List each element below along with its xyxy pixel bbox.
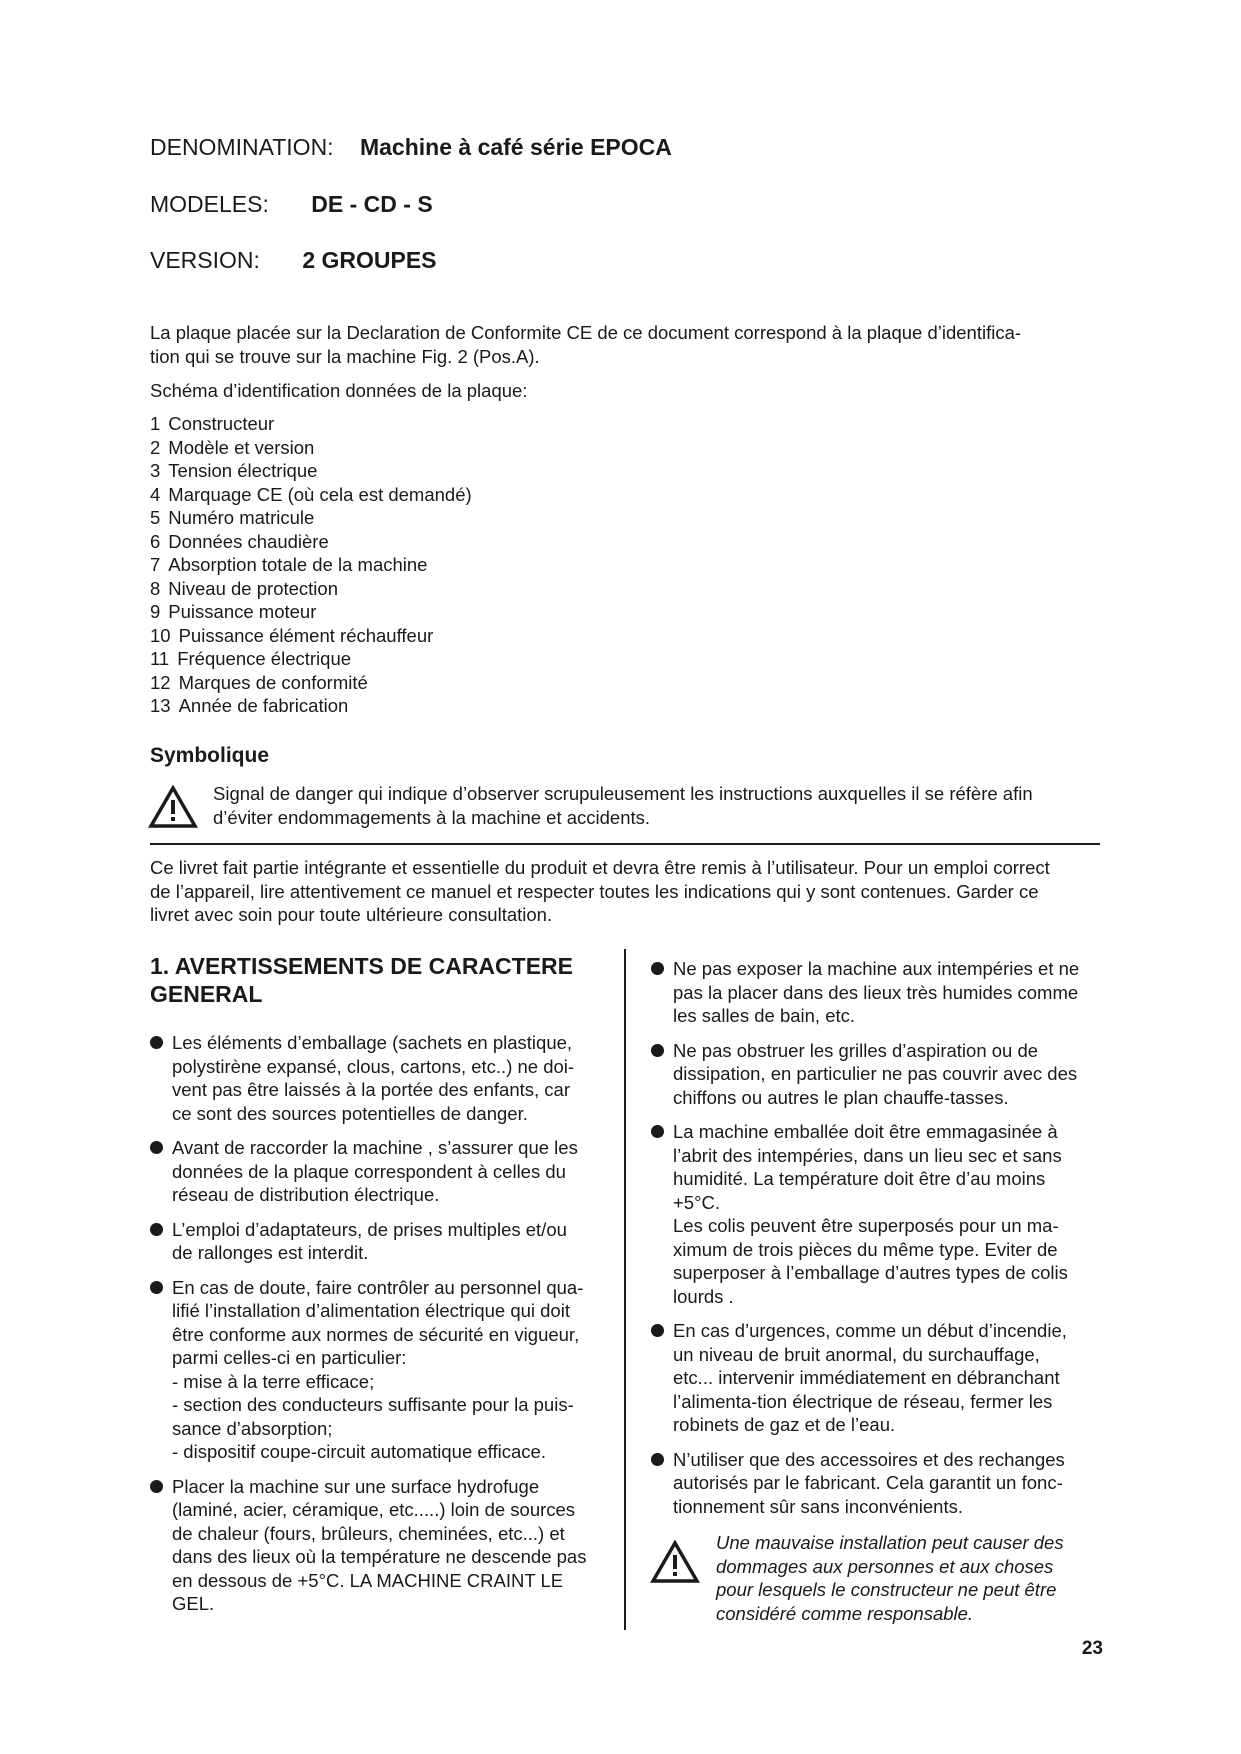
- models-row: [150, 191, 433, 218]
- denomination-row: [150, 134, 672, 161]
- plate-item-number: 10: [150, 624, 171, 646]
- page-number: 23: [1081, 1638, 1103, 1659]
- bullet-item: [651, 957, 1121, 1028]
- intro-paragraph: [150, 321, 1110, 368]
- warning-note-line: Une mauvaise installation peut causer des: [716, 1532, 1064, 1553]
- bullet-line: Avant de raccorder la machine , s’assurer que les: [172, 1137, 578, 1158]
- bullet-line: données de la plaque correspondent à celles du: [172, 1160, 566, 1182]
- bullet-line: l’alimenta-tion électrique de réseau, fermer les: [673, 1390, 1053, 1412]
- plate-item-number: 6: [150, 530, 161, 552]
- schema-text: Schéma d’identification données de la plaque:: [150, 380, 528, 401]
- bullet-line: dissipation, en particulier ne pas couvrir avec des: [673, 1063, 1078, 1084]
- intro-line-1: La plaque placée sur la Declaration de Conformite CE de ce document correspond à la plaque d’identifica-: [150, 322, 1022, 343]
- denomination-label: DENOMINATION:: [150, 134, 334, 160]
- plate-item-number: 1: [150, 413, 161, 434]
- plate-item-number: 7: [150, 554, 161, 575]
- plate-item-number: 5: [150, 507, 161, 528]
- bullet-dot-icon: [150, 1281, 163, 1294]
- bullet-dot-icon: [651, 1125, 664, 1138]
- plate-item-text: Puissance moteur: [168, 601, 317, 622]
- bullet-item: [150, 1031, 620, 1125]
- bullet-line: (laminé, acier, céramique, etc.....) loin de sources: [172, 1499, 576, 1520]
- section-title-line-2: GENERAL: [150, 981, 263, 1007]
- plate-item-number: 2: [150, 436, 161, 458]
- warning-note-line: dommages aux personnes et aux choses: [716, 1555, 1054, 1577]
- plate-item: [150, 436, 472, 460]
- plate-item-text: Tension électrique: [168, 460, 318, 481]
- bullet-item: [150, 1218, 620, 1265]
- symbolique-description: [213, 782, 1113, 829]
- bullet-item: [651, 1039, 1121, 1110]
- bullet-line: parmi celles-ci en particulier:: [172, 1347, 407, 1368]
- warning-triangle-icon: [650, 1540, 700, 1584]
- bullet-line: N’utiliser que des accessoires et des rechanges: [673, 1448, 1065, 1470]
- livret-line-3: livret avec soin pour toute ultérieure consultation.: [150, 904, 553, 925]
- bullet-dot-icon: [150, 1223, 163, 1236]
- bullet-line: Ne pas exposer la machine aux intempéries et ne: [673, 958, 1080, 979]
- plate-item-text: Marques de conformité: [178, 671, 368, 693]
- bullet-item: [651, 1120, 1121, 1308]
- plate-item-text: Constructeur: [168, 413, 275, 434]
- plate-items-list: [150, 412, 472, 718]
- bullet-item: [651, 1448, 1121, 1519]
- bullet-line: chiffons ou autres le plan chauffe-tasses.: [673, 1086, 1009, 1108]
- plate-item-text: Fréquence électrique: [177, 648, 352, 669]
- bullet-line: réseau de distribution électrique.: [172, 1184, 440, 1205]
- plate-item-number: 8: [150, 577, 161, 599]
- plate-item: [150, 553, 472, 577]
- bullet-line: ximum de trois pièces du même type. Eviter de: [673, 1238, 1058, 1260]
- plate-item-text: Modèle et version: [168, 436, 315, 458]
- plate-item: [150, 624, 472, 648]
- plate-item-number: 12: [150, 671, 171, 693]
- plate-item-number: 4: [150, 483, 161, 505]
- warning-note-line: pour lesquels le constructeur ne peut être: [716, 1579, 1057, 1600]
- plate-item-number: 11: [150, 648, 170, 669]
- plate-item: [150, 694, 472, 718]
- plate-item-number: 3: [150, 460, 161, 481]
- plate-item: [150, 483, 472, 507]
- divider-line: [150, 843, 1100, 845]
- bullet-line: l’abrit des intempéries, dans un lieu sec et sans: [673, 1144, 1062, 1166]
- bullet-line: de chaleur (fours, brûleurs, cheminées, etc...) et: [172, 1522, 565, 1544]
- section-title-line-1: 1. AVERTISSEMENTS DE CARACTERE: [150, 953, 573, 979]
- warning-note: [716, 1531, 1116, 1625]
- bullet-line: vent pas être laissés à la portée des enfants, car: [172, 1079, 570, 1100]
- bullet-dot-icon: [651, 962, 664, 975]
- bullet-line: superposer à l’emballage d’autres types de colis: [673, 1262, 1068, 1283]
- bullet-dot-icon: [651, 1324, 664, 1337]
- bullet-item: [150, 1136, 620, 1207]
- bullet-line: +5°C.: [673, 1191, 720, 1213]
- bullet-line: lourds .: [673, 1285, 734, 1307]
- version-value: 2 GROUPES: [302, 247, 437, 273]
- plate-item: [150, 647, 472, 671]
- bullet-line: de rallonges est interdit.: [172, 1242, 369, 1263]
- bullet-item: [150, 1475, 620, 1616]
- bullet-line: Ne pas obstruer les grilles d’aspiration ou de: [673, 1039, 1039, 1061]
- livret-paragraph: [150, 856, 1110, 927]
- bullet-line: En cas d’urgences, comme un début d’incendie,: [673, 1320, 1067, 1341]
- plate-item: [150, 459, 472, 483]
- bullet-line: autorisés par le fabricant. Cela garantit un fonc-: [673, 1472, 1063, 1493]
- bullet-line: Les éléments d’emballage (sachets en plastique,: [172, 1032, 573, 1053]
- version-label: VERSION:: [150, 247, 260, 273]
- plate-item: [150, 412, 472, 436]
- bullet-line: robinets de gaz et de l’eau.: [673, 1414, 896, 1435]
- right-bullet-list: [651, 957, 1121, 1529]
- plate-item-number: 9: [150, 601, 161, 622]
- left-bullet-list: [150, 1031, 620, 1627]
- bullet-item: [651, 1319, 1121, 1437]
- livret-line-1: Ce livret fait partie intégrante et essentielle du produit et devra être remis à l’utilisateur. Pour un emploi correct: [150, 857, 1050, 878]
- bullet-line: dans des lieux où la température ne descende pas: [172, 1546, 587, 1567]
- bullet-line: en dessous de +5°C. LA MACHINE CRAINT LE: [172, 1569, 564, 1591]
- bullet-line: tionnement sûr sans inconvénients.: [673, 1495, 964, 1517]
- column-divider: [624, 949, 626, 1630]
- plate-item: [150, 577, 472, 601]
- bullet-line: L’emploi d’adaptateurs, de prises multiples et/ou: [172, 1218, 567, 1240]
- plate-item-text: Numéro matricule: [168, 507, 315, 528]
- version-row: [150, 247, 437, 274]
- bullet-line: - section des conducteurs suffisante pour la puis-: [172, 1394, 574, 1415]
- plate-item-text: Données chaudière: [168, 530, 329, 552]
- plate-item-text: Niveau de protection: [168, 577, 338, 599]
- bullet-line: ce sont des sources potentielles de danger.: [172, 1102, 528, 1124]
- bullet-dot-icon: [150, 1480, 163, 1493]
- livret-line-2: de l’appareil, lire attentivement ce manuel et respecter toutes les indications qui y sont contenues. Garder ce: [150, 880, 1039, 902]
- bullet-line: etc... intervenir immédiatement en débranchant: [673, 1367, 1060, 1388]
- plate-item-text: Absorption totale de la machine: [168, 554, 428, 575]
- bullet-dot-icon: [150, 1141, 163, 1154]
- bullet-line: pas la placer dans des lieux très humides comme: [673, 981, 1079, 1003]
- denomination-value: Machine à café série EPOCA: [359, 134, 672, 160]
- plate-item-text: Marquage CE (où cela est demandé): [168, 483, 472, 505]
- bullet-item: [150, 1276, 620, 1464]
- bullet-dot-icon: [651, 1453, 664, 1466]
- warning-note-line: considéré comme responsable.: [716, 1602, 974, 1624]
- symbolique-line-1: Signal de danger qui indique d’observer scrupuleusement les instructions auxquelles il se réfère afin: [213, 783, 1033, 804]
- bullet-line: - mise à la terre efficace;: [172, 1370, 375, 1392]
- bullet-line: Placer la machine sur une surface hydrofuge: [172, 1475, 540, 1497]
- bullet-line: un niveau de bruit anormal, du surchauffage,: [673, 1343, 1040, 1365]
- bullet-line: En cas de doute, faire contrôler au personnel qua-: [172, 1276, 584, 1298]
- bullet-line: Les colis peuvent être superposés pour un ma-: [673, 1215, 1059, 1236]
- plate-item-number: 13: [150, 695, 171, 716]
- warning-triangle-icon: [148, 785, 198, 829]
- bullet-line: sance d’absorption;: [172, 1417, 333, 1439]
- bullet-line: GEL.: [172, 1593, 215, 1614]
- bullet-line: les salles de bain, etc.: [673, 1005, 856, 1026]
- plate-item: [150, 530, 472, 554]
- plate-item: [150, 671, 472, 695]
- bullet-dot-icon: [150, 1036, 163, 1049]
- bullet-line: lifié l’installation d’alimentation électrique qui doit: [172, 1300, 570, 1321]
- bullet-line: humidité. La température doit être d’au moins: [673, 1168, 1046, 1189]
- section-1-title: [150, 952, 610, 1008]
- plate-item: [150, 506, 472, 530]
- plate-item-text: Puissance élément réchauffeur: [178, 624, 434, 646]
- models-value: DE - CD - S: [311, 191, 433, 217]
- bullet-line: - dispositif coupe-circuit automatique efficace.: [172, 1441, 546, 1462]
- symbolique-title: Symbolique: [150, 744, 270, 767]
- plate-item: [150, 600, 472, 624]
- plate-item-text: Année de fabrication: [178, 695, 349, 716]
- bullet-line: La machine emballée doit être emmagasinée à: [673, 1121, 1058, 1142]
- symbolique-line-2: d’éviter endommagements à la machine et accidents.: [213, 806, 651, 828]
- bullet-line: polystirène expansé, clous, cartons, etc..) ne doi-: [172, 1055, 575, 1077]
- bullet-line: être conforme aux normes de sécurité en vigueur,: [172, 1323, 580, 1345]
- intro-line-2: tion qui se trouve sur la machine Fig. 2 (Pos.A).: [150, 345, 540, 367]
- bullet-dot-icon: [651, 1044, 664, 1057]
- models-label: MODELES:: [150, 191, 269, 217]
